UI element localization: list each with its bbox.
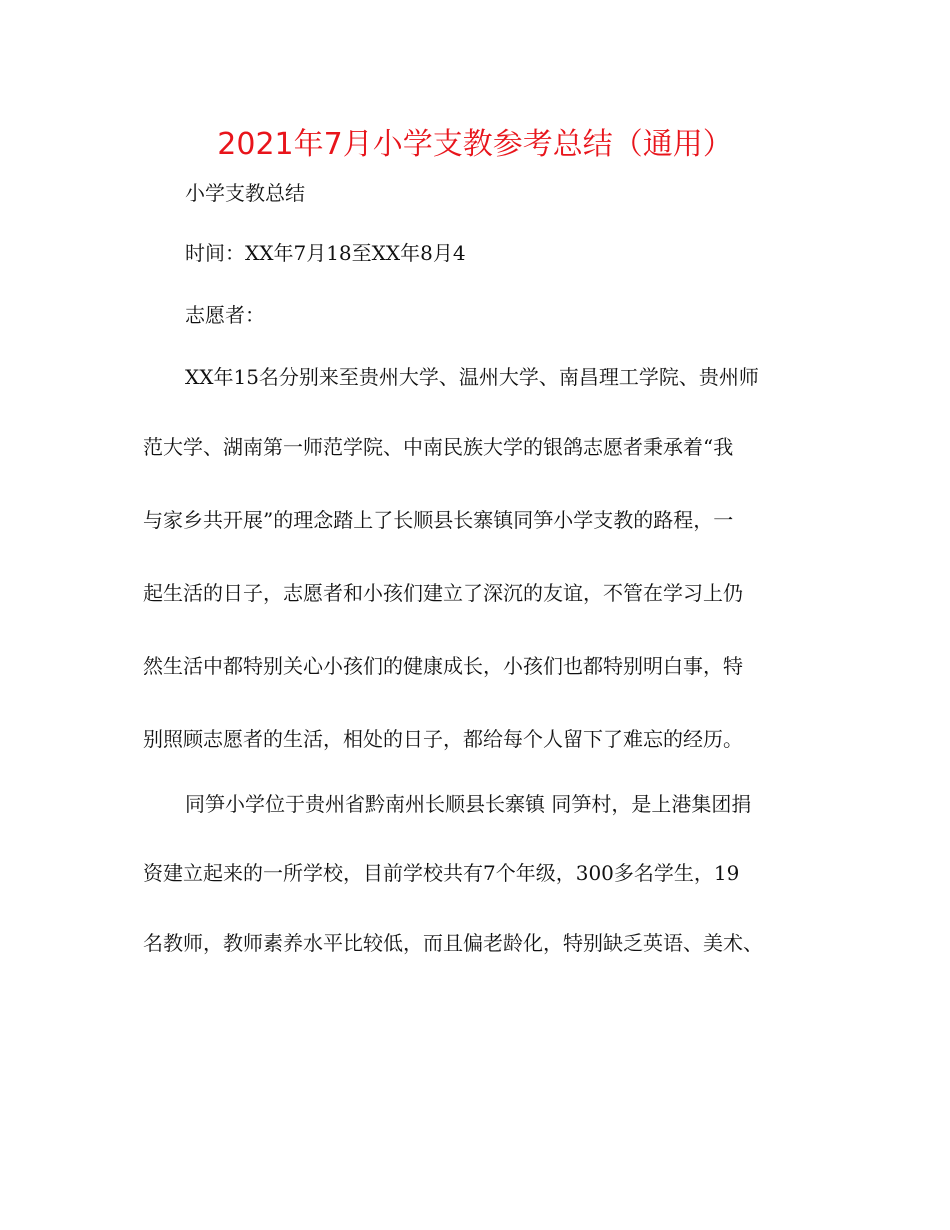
document-title: 2021年7月小学支教参考总结（通用）: [217, 127, 733, 162]
volunteer-line: 志愿者：: [185, 303, 265, 327]
paragraph-1-line-2: 范大学、湖南第一师范学院、中南民族大学的银鸽志愿者秉承着“我: [143, 435, 734, 459]
paragraph-2-line-2: 资建立起来的一所学校，目前学校共有7个年级，300多名学生，19: [143, 861, 740, 885]
paragraph-2-line-3: 名教师，教师素养水平比较低，而且偏老龄化，特别缺乏英语、美术、: [143, 931, 763, 955]
paragraph-1-line-4: 起生活的日子，志愿者和小孩们建立了深沉的友谊，不管在学习上仍: [143, 581, 743, 605]
paragraph-1-line-1: XX年15名分别来至贵州大学、温州大学、南昌理工学院、贵州师: [185, 365, 759, 389]
paragraph-1-line-3: 与家乡共开展”的理念踏上了长顺县长寨镇同笋小学支教的路程，一: [143, 508, 734, 532]
paragraph-2-line-1: 同笋小学位于贵州省黔南州长顺县长寨镇 同笋村，是上港集团捐: [185, 792, 752, 816]
paragraph-1-line-6: 别照顾志愿者的生活，相处的日子，都给每个人留下了难忘的经历。: [143, 727, 743, 751]
time-line: 时间：XX年7月18至XX年8月4: [185, 241, 466, 265]
paragraph-1-line-5: 然生活中都特别关心小孩们的健康成长，小孩们也都特别明白事，特: [143, 654, 743, 678]
subtitle-line: 小学支教总结: [185, 181, 305, 205]
